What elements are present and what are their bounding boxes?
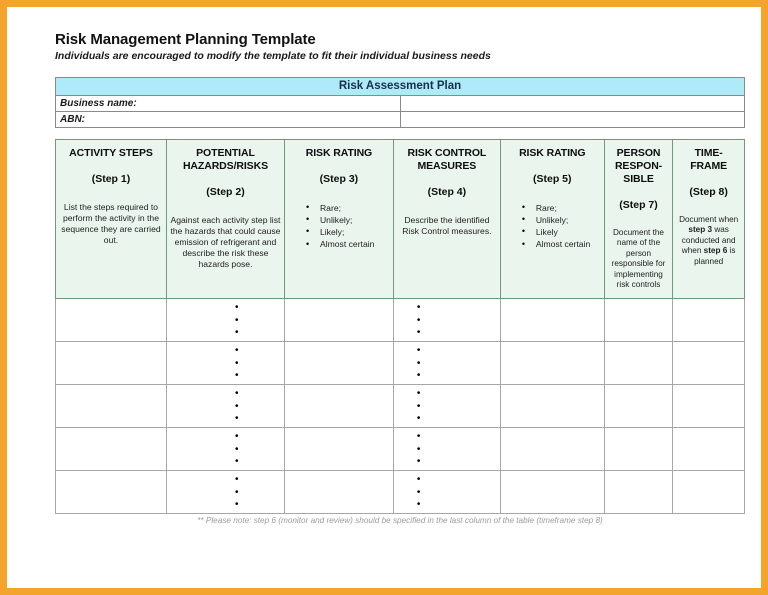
entry-cell[interactable] (604, 427, 673, 470)
bullet-stack (167, 299, 284, 340)
entry-cell[interactable] (284, 470, 393, 513)
business-name-label: Business name: (56, 95, 401, 111)
business-name-field[interactable] (400, 95, 745, 111)
bullet-point-icon: • (234, 499, 239, 511)
column-description: Document the name of the person responsible for implementing risk controls (611, 227, 666, 290)
bullet-stack (167, 385, 284, 426)
entry-cell[interactable] (284, 298, 393, 341)
bullet-point-icon: • (416, 301, 421, 313)
bullet-point-icon: • (416, 413, 421, 425)
table-row (56, 341, 745, 384)
entry-cell[interactable] (673, 427, 745, 470)
bullet-stack (394, 385, 500, 426)
bullet-point-icon: • (416, 473, 421, 485)
column-header-potential-hazards (166, 139, 284, 298)
bullet-entry-cell[interactable] (166, 470, 284, 513)
column-header-risk-rating-step3 (284, 139, 393, 298)
entry-cell[interactable] (500, 298, 604, 341)
entry-cell[interactable] (604, 384, 673, 427)
bullet-point-icon: • (234, 344, 239, 356)
title-block (55, 31, 737, 63)
bullet-entry-cell[interactable] (393, 341, 500, 384)
bullet-point-icon: • (234, 301, 239, 313)
entry-cell[interactable] (500, 384, 604, 427)
column-header-risk-rating-step5 (500, 139, 604, 298)
bullet-point-icon: • (234, 456, 239, 468)
entry-cell[interactable] (673, 298, 745, 341)
column-title: TIME-FRAME (690, 146, 728, 172)
bullet-point-icon: • (416, 430, 421, 442)
entry-cell[interactable] (500, 427, 604, 470)
bullet-point-icon: • (416, 443, 421, 455)
column-title: RISK CONTROL MEASURES (407, 146, 487, 172)
bullet-entry-cell[interactable] (393, 298, 500, 341)
bullet-stack (167, 428, 284, 469)
list-item: • Likely (522, 226, 601, 238)
entry-cell[interactable] (500, 470, 604, 513)
table-row (56, 95, 745, 111)
bullet-point-icon: • (416, 370, 421, 382)
bullet-point-icon: • (234, 473, 239, 485)
column-step: (Step 1) (91, 172, 131, 185)
bullet-point-icon: • (416, 486, 421, 498)
bullet-entry-cell[interactable] (393, 470, 500, 513)
table-row (56, 427, 745, 470)
bullet-point-icon: • (416, 357, 421, 369)
column-step: (Step 3) (319, 172, 359, 185)
entry-cell[interactable] (673, 470, 745, 513)
bullet-stack (394, 428, 500, 469)
bullet-point-icon: • (416, 344, 421, 356)
business-info-table (55, 77, 745, 128)
table-row (56, 384, 745, 427)
column-step: (Step 2) (206, 186, 245, 199)
bullet-point-icon: • (234, 430, 239, 442)
bullet-point-icon: • (234, 370, 239, 382)
bullet-entry-cell[interactable] (166, 384, 284, 427)
bullet-stack (394, 471, 500, 512)
column-title: POTENTIAL HAZARDS/RISKS (182, 146, 268, 172)
page-subtitle: Individuals are encouraged to modify the template to fit their individual business needs (55, 50, 491, 63)
bullet-point-icon: • (234, 314, 239, 326)
bullet-stack (394, 299, 500, 340)
list-item: • Almost certain (306, 238, 390, 250)
bullet-point-icon: • (234, 486, 239, 498)
table-header-row (56, 139, 745, 298)
entry-cell[interactable] (284, 341, 393, 384)
entry-cell[interactable] (673, 341, 745, 384)
risk-rating-options-step5 (504, 202, 601, 251)
column-step: (Step 7) (619, 199, 658, 212)
bullet-point-icon: • (234, 387, 239, 399)
bullet-point-icon: • (416, 327, 421, 339)
document-sheet (7, 7, 761, 588)
list-item: • Unlikely; (306, 214, 390, 226)
bullet-entry-cell[interactable] (166, 298, 284, 341)
bullet-entry-cell[interactable] (393, 384, 500, 427)
bullet-entry-cell[interactable] (393, 427, 500, 470)
column-description: Describe the identified Risk Control measures. (402, 214, 492, 236)
risk-table-body (56, 298, 745, 513)
entry-cell[interactable] (56, 341, 167, 384)
entry-cell[interactable] (56, 298, 167, 341)
risk-assessment-plan-banner: Risk Assessment Plan (56, 77, 745, 95)
column-step: (Step 5) (533, 172, 572, 185)
entry-cell[interactable] (604, 470, 673, 513)
entry-cell[interactable] (284, 384, 393, 427)
bullet-point-icon: • (416, 499, 421, 511)
table-row (56, 111, 745, 127)
column-header-timeframe (673, 139, 745, 298)
bullet-stack (167, 342, 284, 383)
table-row (56, 77, 745, 95)
page-title: Risk Management Planning Template (55, 31, 316, 48)
table-row (56, 298, 745, 341)
bullet-point-icon: • (234, 400, 239, 412)
column-step: (Step 8) (689, 186, 728, 199)
entry-cell[interactable] (673, 384, 745, 427)
bullet-point-icon: • (234, 357, 239, 369)
list-item: • Unlikely; (522, 214, 601, 226)
table-row (56, 470, 745, 513)
bullet-point-icon: • (234, 443, 239, 455)
column-description: Document when step 3 was conducted and when step 6 is planned (679, 214, 739, 266)
bullet-entry-cell[interactable] (166, 341, 284, 384)
entry-cell[interactable] (56, 427, 167, 470)
list-item: • Rare; (522, 202, 601, 214)
column-title: ACTIVITY STEPS (69, 146, 153, 159)
column-title: PERSON RESPON-SIBLE (614, 146, 663, 186)
risk-rating-options-step3 (288, 202, 390, 251)
entry-cell[interactable] (500, 341, 604, 384)
bullet-point-icon: • (234, 327, 239, 339)
list-item: • Almost certain (522, 238, 601, 250)
entry-cell[interactable] (604, 298, 673, 341)
column-title: RISK RATING (305, 146, 373, 159)
column-title: RISK RATING (519, 146, 586, 159)
bullet-point-icon: • (416, 387, 421, 399)
column-description: Against each activity step list the hazards that could cause emission of refrigerant and describe the risk these hazards pose. (170, 214, 281, 269)
entry-cell[interactable] (284, 427, 393, 470)
bullet-entry-cell[interactable] (166, 427, 284, 470)
entry-cell[interactable] (56, 384, 167, 427)
abn-field[interactable] (400, 111, 745, 127)
abn-label: ABN: (56, 111, 401, 127)
bullet-point-icon: • (234, 413, 239, 425)
bullet-stack (167, 471, 284, 512)
entry-cell[interactable] (56, 470, 167, 513)
bullet-point-icon: • (416, 314, 421, 326)
list-item: • Rare; (306, 202, 390, 214)
bullet-point-icon: • (416, 456, 421, 468)
column-description: List the steps required to perform the activity in the sequence they are carried out. (61, 201, 161, 245)
column-header-risk-control-measures (393, 139, 500, 298)
bullet-point-icon: • (416, 400, 421, 412)
column-header-activity-steps (56, 139, 167, 298)
footnote: ** Please note: step 6 (monitor and review) should be specified in the last column of the table (timeframe step 8) (197, 515, 603, 525)
entry-cell[interactable] (604, 341, 673, 384)
list-item: • Likely; (306, 226, 390, 238)
risk-assessment-table (55, 139, 745, 514)
bullet-stack (394, 342, 500, 383)
column-header-person-responsible (604, 139, 673, 298)
column-step: (Step 4) (427, 186, 467, 199)
